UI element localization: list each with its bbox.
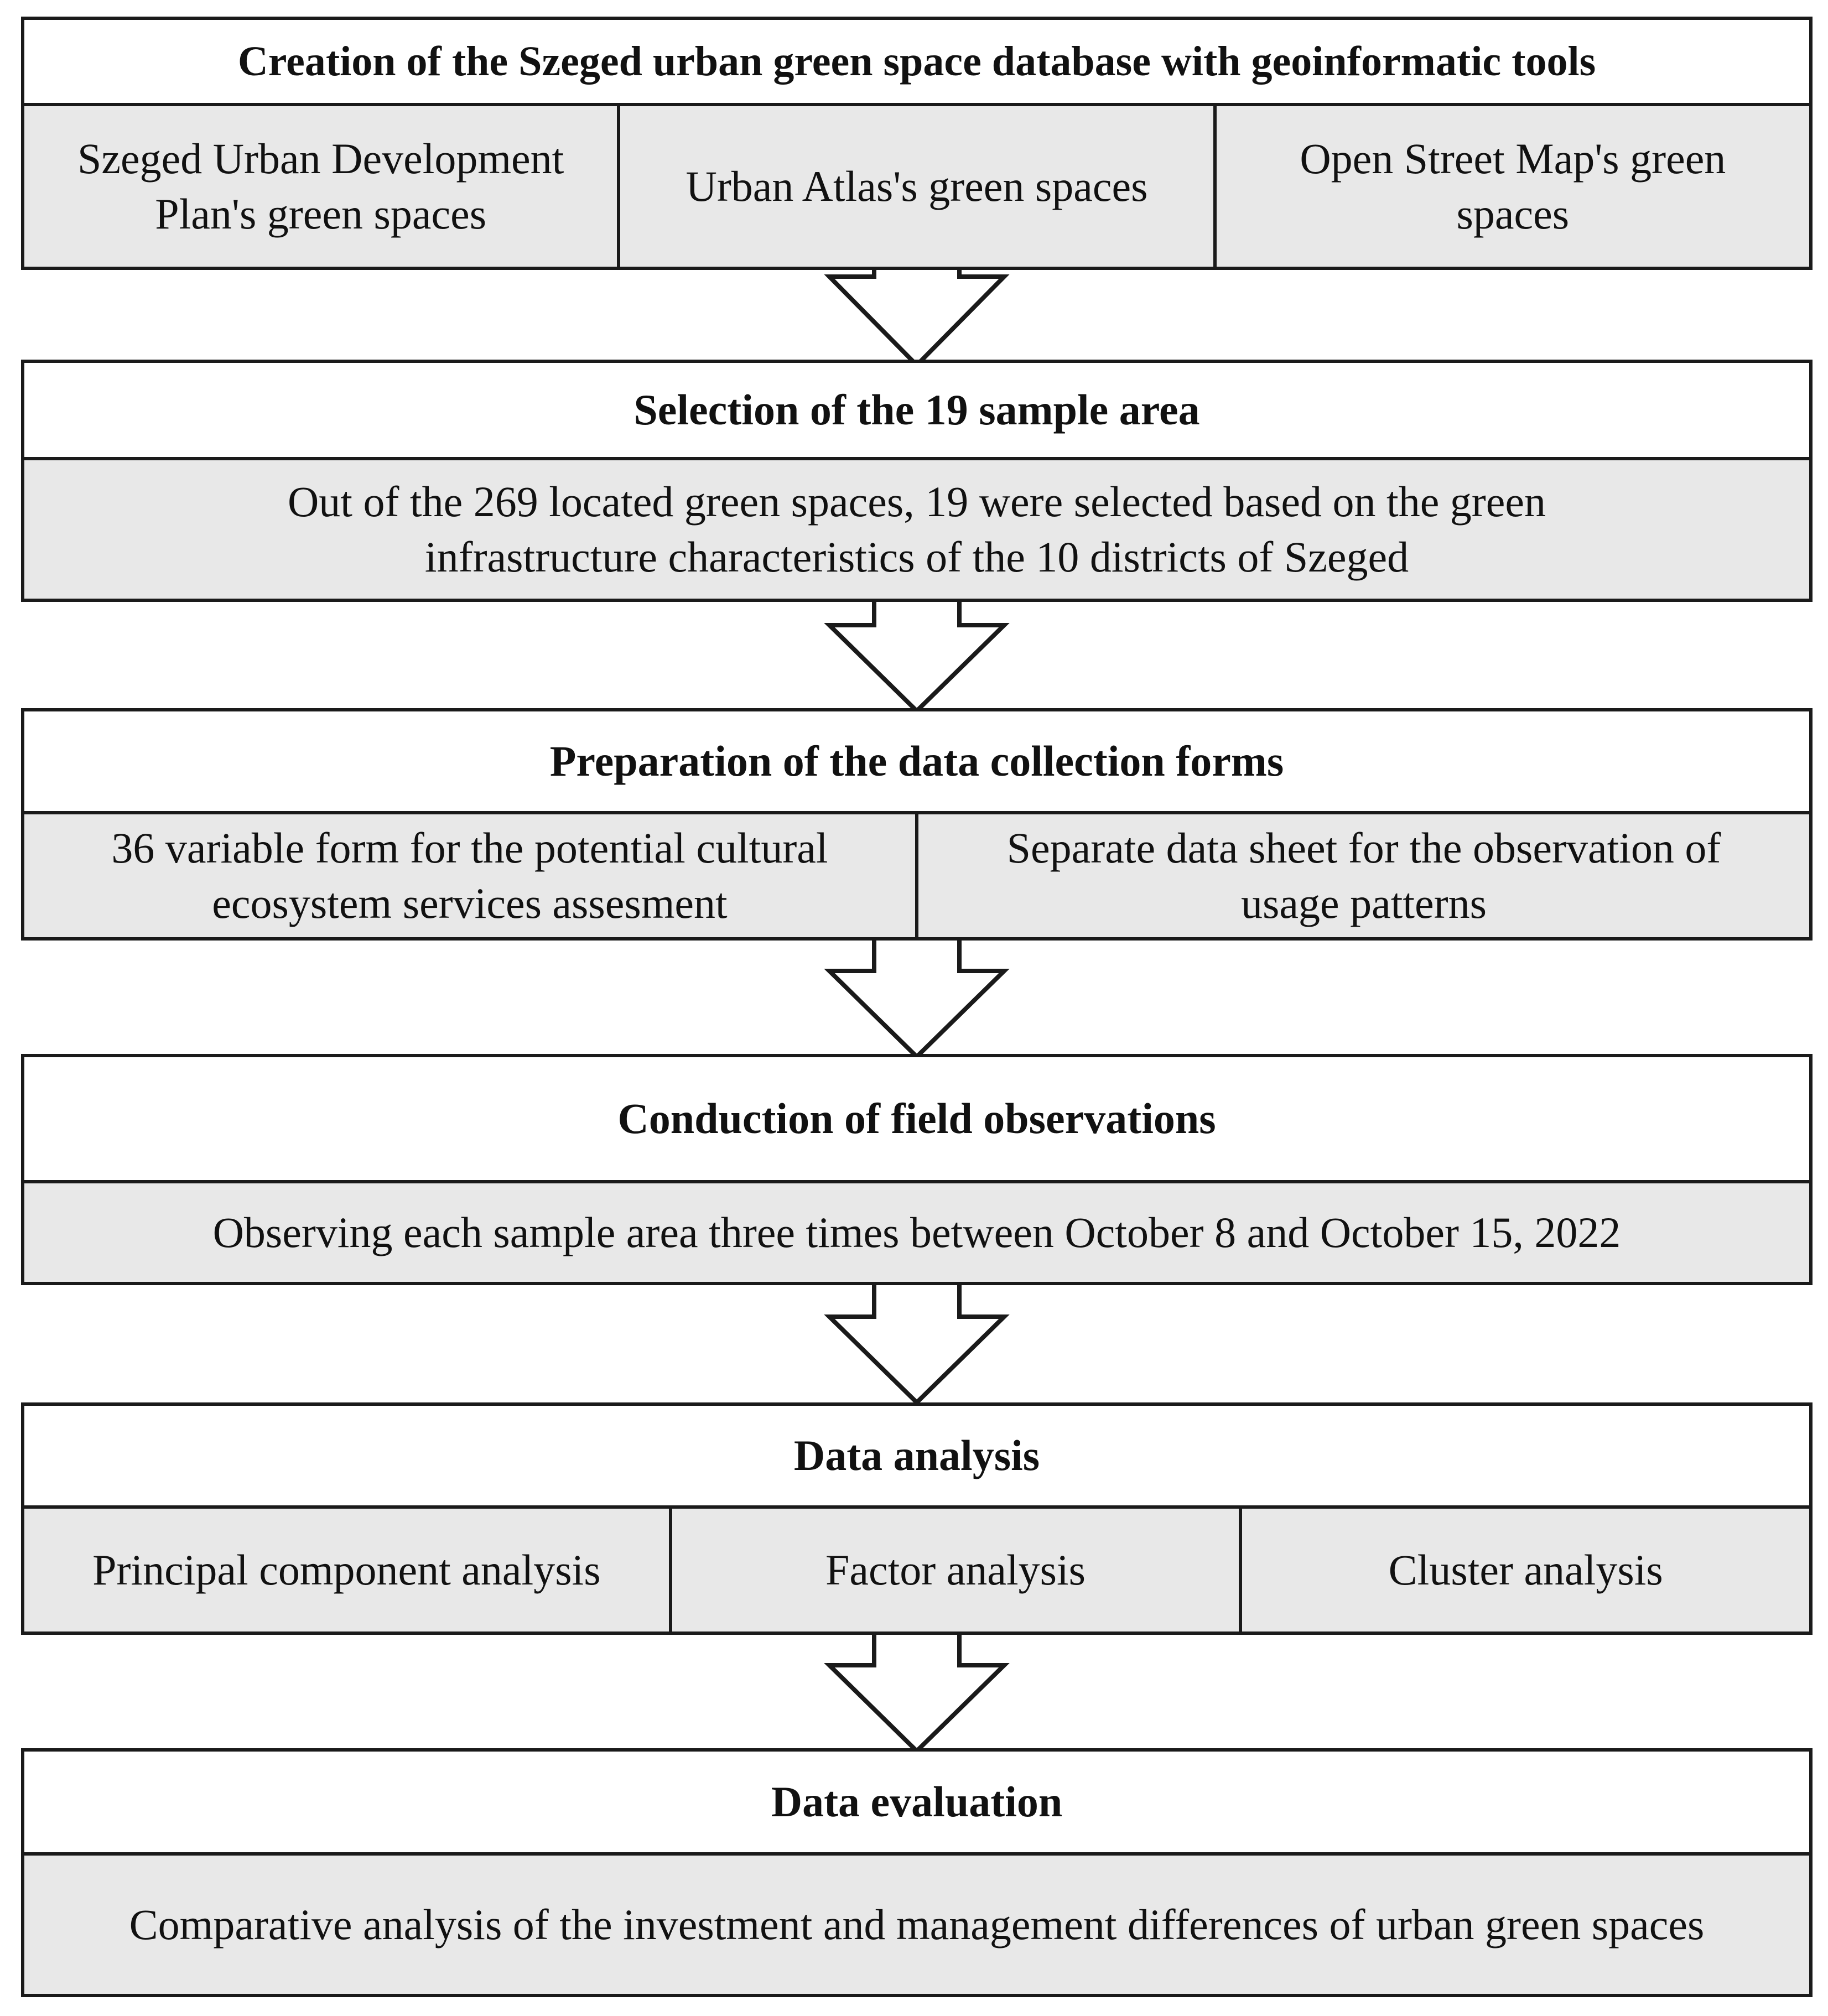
step-title: Selection of the 19 sample area — [633, 386, 1200, 434]
observation-schedule: Observing each sample area three times between October 8 and October 15, 2022 — [24, 1183, 1809, 1282]
step-title: Conduction of field observations — [617, 1094, 1216, 1142]
arrow-4 — [829, 1278, 1004, 1402]
step-sample-selection — [21, 360, 1813, 602]
step-items — [24, 811, 1809, 937]
step-items — [24, 1505, 1809, 1631]
selection-description: Out of the 269 located green spaces, 19 were selected based on the green infrastructure characteristics of the 10 districts of Szeged — [24, 460, 1809, 599]
form-usage-patterns: Separate data sheet for the observation of usage patterns — [915, 814, 1809, 937]
arrow-3 — [829, 935, 1004, 1057]
step-field-observations — [21, 1054, 1813, 1285]
step-items — [24, 1180, 1809, 1282]
method-pca: Principal component analysis — [24, 1509, 669, 1631]
step-title: Preparation of the data collection forms — [549, 737, 1284, 785]
source-urban-atlas: Urban Atlas's green spaces — [617, 106, 1213, 267]
source-szeged-plan: Szeged Urban Development Plan's green spaces — [24, 106, 617, 267]
step-form-preparation — [21, 708, 1813, 941]
arrow-1 — [829, 266, 1004, 365]
step-title: Creation of the Szeged urban green space database with geoinformatic tools — [237, 38, 1596, 85]
step-title: Data evaluation — [771, 1778, 1063, 1826]
evaluation-description: Comparative analysis of the investment and management differences of urban green spaces — [24, 1856, 1809, 1994]
step-items — [24, 103, 1809, 267]
arrow-5 — [829, 1627, 1004, 1751]
form-ces-assessment: 36 variable form for the potential cultural ecosystem services assesment — [24, 814, 915, 937]
source-open-street-map: Open Street Map's green spaces — [1213, 106, 1809, 267]
step-data-evaluation — [21, 1748, 1813, 1997]
step-title: Data analysis — [793, 1431, 1040, 1479]
method-cluster-analysis: Cluster analysis — [1239, 1509, 1809, 1631]
step-database-creation — [21, 17, 1813, 270]
arrow-2 — [829, 586, 1004, 711]
step-items — [24, 1852, 1809, 1994]
method-factor-analysis: Factor analysis — [669, 1509, 1239, 1631]
step-data-analysis — [21, 1402, 1813, 1635]
step-items — [24, 457, 1809, 599]
